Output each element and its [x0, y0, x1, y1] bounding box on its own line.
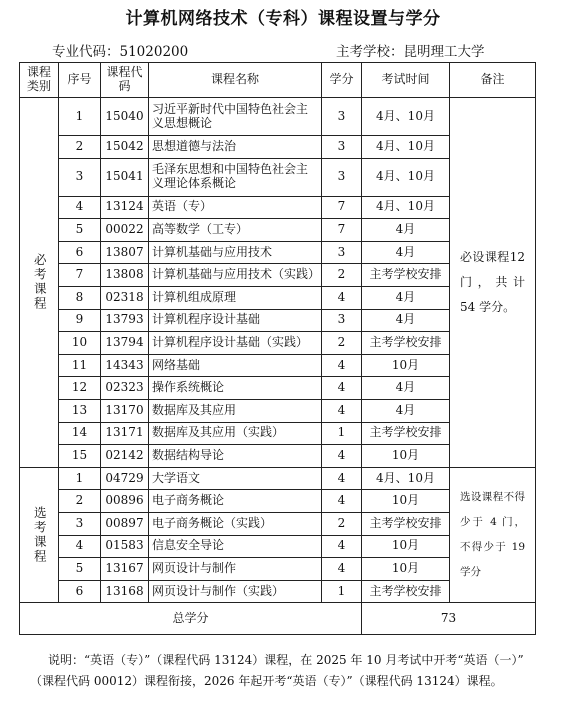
course-no: 3 — [59, 512, 101, 535]
course-exam-time: 4月、10月 — [362, 136, 450, 159]
course-code: 14343 — [101, 354, 149, 377]
course-no: 2 — [59, 490, 101, 513]
table-row — [20, 467, 536, 490]
course-code: 13168 — [101, 580, 149, 603]
major-code-value: 51020200 — [119, 44, 189, 60]
course-exam-time: 10月 — [362, 354, 450, 377]
table-body — [20, 98, 536, 635]
exam-school-value: 昆明理工大学 — [403, 44, 485, 60]
course-code: 13171 — [101, 422, 149, 445]
course-exam-time: 10月 — [362, 490, 450, 513]
note-elective: 选设课程不得少于 4 门，不得少于 19 学分 — [450, 467, 536, 603]
course-credit: 2 — [322, 512, 362, 535]
course-table — [19, 62, 536, 635]
course-no: 5 — [59, 219, 101, 242]
course-code: 00022 — [101, 219, 149, 242]
course-name: 电子商务概论（实践） — [149, 512, 322, 535]
header-no: 序号 — [59, 63, 101, 98]
course-code: 13793 — [101, 309, 149, 332]
course-credit: 2 — [322, 332, 362, 355]
course-no: 14 — [59, 422, 101, 445]
exam-school — [336, 40, 485, 60]
course-code: 02142 — [101, 445, 149, 468]
course-code: 01583 — [101, 535, 149, 558]
category-required: 必考课程 — [20, 98, 59, 468]
course-name: 网页设计与制作（实践） — [149, 580, 322, 603]
course-name: 计算机基础与应用技术 — [149, 241, 322, 264]
header-code: 课程代码 — [101, 63, 149, 98]
course-exam-time: 4月、10月 — [362, 196, 450, 219]
course-no: 3 — [59, 158, 101, 196]
header-note: 备注 — [450, 63, 536, 98]
course-no: 1 — [59, 98, 101, 136]
course-no: 12 — [59, 377, 101, 400]
footnote — [30, 650, 550, 692]
course-exam-time: 4月、10月 — [362, 467, 450, 490]
course-exam-time: 4月、10月 — [362, 158, 450, 196]
header-credit: 学分 — [322, 63, 362, 98]
course-name: 数据库及其应用 — [149, 399, 322, 422]
course-name: 操作系统概论 — [149, 377, 322, 400]
total-value: 73 — [362, 603, 536, 635]
course-name: 计算机基础与应用技术（实践） — [149, 264, 322, 287]
course-credit: 3 — [322, 136, 362, 159]
footnote-line-1: 说明：“英语（专）”（课程代码 13124）课程，在 2025 年 10 月考试中开考“英语（一）” — [48, 653, 524, 667]
page-title: 计算机网络技术（专科）课程设置与学分 — [125, 9, 441, 29]
course-no: 6 — [59, 241, 101, 264]
course-code: 00896 — [101, 490, 149, 513]
course-exam-time: 4月 — [362, 219, 450, 242]
course-exam-time: 4月 — [362, 241, 450, 264]
course-code: 15040 — [101, 98, 149, 136]
course-name: 计算机程序设计基础 — [149, 309, 322, 332]
course-exam-time: 主考学校安排 — [362, 512, 450, 535]
course-no: 2 — [59, 136, 101, 159]
course-credit: 4 — [322, 445, 362, 468]
course-name: 网页设计与制作 — [149, 558, 322, 581]
course-credit: 7 — [322, 196, 362, 219]
course-exam-time: 主考学校安排 — [362, 332, 450, 355]
note-required: 必设课程12门，共计 54 学分。 — [450, 98, 536, 468]
header-category: 课程类别 — [20, 63, 59, 98]
header-name: 课程名称 — [149, 63, 322, 98]
course-exam-time: 10月 — [362, 535, 450, 558]
course-credit: 4 — [322, 399, 362, 422]
category-elective: 选考课程 — [20, 467, 59, 603]
course-no: 15 — [59, 445, 101, 468]
course-credit: 4 — [322, 467, 362, 490]
course-exam-time: 10月 — [362, 445, 450, 468]
course-name: 高等数学（工专） — [149, 219, 322, 242]
course-credit: 1 — [322, 580, 362, 603]
course-code: 15042 — [101, 136, 149, 159]
course-name: 习近平新时代中国特色社会主义思想概论 — [149, 98, 322, 136]
course-no: 6 — [59, 580, 101, 603]
course-credit: 7 — [322, 219, 362, 242]
course-credit: 4 — [322, 354, 362, 377]
course-credit: 3 — [322, 241, 362, 264]
course-exam-time: 4月 — [362, 399, 450, 422]
course-credit: 4 — [322, 558, 362, 581]
course-code: 13808 — [101, 264, 149, 287]
course-name: 网络基础 — [149, 354, 322, 377]
course-code: 15041 — [101, 158, 149, 196]
course-no: 8 — [59, 286, 101, 309]
course-name: 信息安全导论 — [149, 535, 322, 558]
course-exam-time: 主考学校安排 — [362, 580, 450, 603]
course-name: 计算机程序设计基础（实践） — [149, 332, 322, 355]
course-exam-time: 主考学校安排 — [362, 264, 450, 287]
course-credit: 3 — [322, 158, 362, 196]
course-code: 13794 — [101, 332, 149, 355]
course-exam-time: 4月 — [362, 309, 450, 332]
course-no: 13 — [59, 399, 101, 422]
course-credit: 4 — [322, 490, 362, 513]
course-credit: 3 — [322, 309, 362, 332]
course-name: 大学语文 — [149, 467, 322, 490]
course-code: 02323 — [101, 377, 149, 400]
course-credit: 3 — [322, 98, 362, 136]
course-no: 7 — [59, 264, 101, 287]
exam-school-label: 主考学校： — [336, 44, 404, 60]
course-name: 英语（专） — [149, 196, 322, 219]
course-exam-time: 主考学校安排 — [362, 422, 450, 445]
course-no: 10 — [59, 332, 101, 355]
course-no: 4 — [59, 535, 101, 558]
course-code: 13124 — [101, 196, 149, 219]
course-no: 9 — [59, 309, 101, 332]
course-no: 1 — [59, 467, 101, 490]
total-label: 总学分 — [20, 603, 362, 635]
course-code: 00897 — [101, 512, 149, 535]
course-exam-time: 10月 — [362, 558, 450, 581]
major-code-label: 专业代码： — [52, 44, 120, 60]
course-credit: 4 — [322, 535, 362, 558]
course-name: 计算机组成原理 — [149, 286, 322, 309]
total-row — [20, 603, 536, 635]
course-exam-time: 4月、10月 — [362, 98, 450, 136]
course-credit: 1 — [322, 422, 362, 445]
course-code: 13167 — [101, 558, 149, 581]
course-name: 毛泽东思想和中国特色社会主义理论体系概论 — [149, 158, 322, 196]
course-no: 4 — [59, 196, 101, 219]
course-code: 04729 — [101, 467, 149, 490]
course-exam-time: 4月 — [362, 286, 450, 309]
course-exam-time: 4月 — [362, 377, 450, 400]
table-row — [20, 98, 536, 136]
table-header-row — [20, 63, 536, 98]
course-code: 13807 — [101, 241, 149, 264]
course-credit: 4 — [322, 377, 362, 400]
course-name: 思想道德与法治 — [149, 136, 322, 159]
course-credit: 2 — [322, 264, 362, 287]
course-no: 11 — [59, 354, 101, 377]
course-name: 数据结构导论 — [149, 445, 322, 468]
course-name: 电子商务概论 — [149, 490, 322, 513]
course-credit: 4 — [322, 286, 362, 309]
course-code: 02318 — [101, 286, 149, 309]
course-no: 5 — [59, 558, 101, 581]
major-code — [52, 40, 188, 60]
footnote-line-2: （课程代码 00012）课程衔接，2026 年起开考“英语（专）”（课程代码 13124）课程。 — [30, 674, 503, 688]
course-code: 13170 — [101, 399, 149, 422]
course-name: 数据库及其应用（实践） — [149, 422, 322, 445]
header-exam-time: 考试时间 — [362, 63, 450, 98]
